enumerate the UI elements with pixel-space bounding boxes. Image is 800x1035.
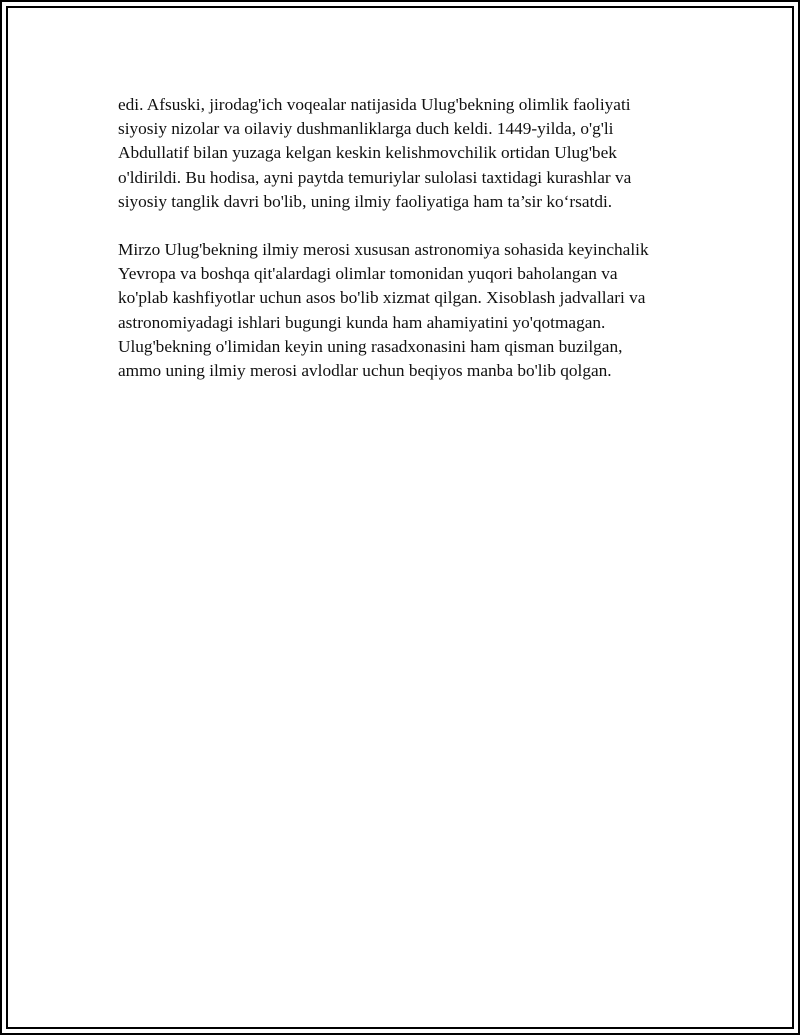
document-body [118,93,708,407]
paragraph-1: edi. Afsuski, jirodag'ich voqealar natijasida Ulug'bekning olimlik faoliyati siyosiy nizolar va oilaviy dushmanliklarga duch keldi. 1449-yilda, o'g'li Abdullatif bilan yuzaga kelgan keskin kelishmovchilik ortidan Ulug'bek o'ldirildi. Bu hodisa, ayni paytda temuriylar sulolasi taxtidagi kurashlar va siyosiy tanglik davri bo'lib, uning ilmiy faoliyatiga ham ta’sir ko‘rsatdi. [118,95,632,211]
paragraph-2: Mirzo Ulug'bekning ilmiy merosi xususan astronomiya sohasida keyinchalik Yevropa va boshqa qit'alardagi olimlar tomonidan yuqori baholangan va ko'plab kashfiyotlar uchun asos bo'lib xizmat qilgan. Xisoblash jadvallari va astronomiyadagi ishlari bugungi kunda ham ahamiyatini yo'qotmagan. Ulug'bekning o'limidan keyin uning rasadxonasini ham qisman buzilgan, ammo uning ilmiy merosi avlodlar uchun beqiyos manba bo'lib qolgan. [118,240,649,381]
